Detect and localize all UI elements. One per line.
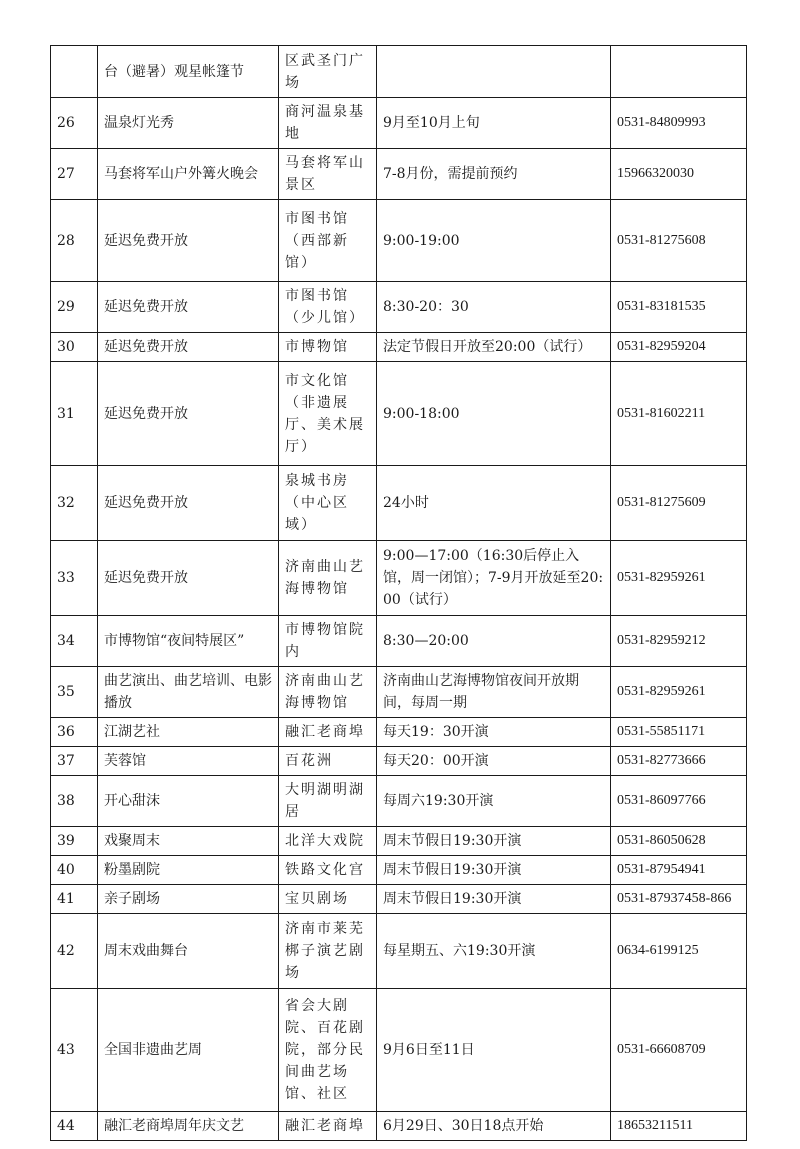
venue: 大明湖明湖居	[279, 776, 377, 827]
phone: 0531-82959204	[611, 333, 747, 362]
time: 周末节假日19:30开演	[377, 885, 611, 914]
row-number: 43	[51, 989, 98, 1112]
row-number: 31	[51, 362, 98, 466]
activity-name: 延迟免费开放	[98, 200, 279, 282]
row-number: 34	[51, 616, 98, 667]
activity-name: 曲艺演出、曲艺培训、电影播放	[98, 667, 279, 718]
activity-name: 延迟免费开放	[98, 541, 279, 616]
phone: 0531-81275608	[611, 200, 747, 282]
venue: 马套将军山景区	[279, 149, 377, 200]
table-row	[51, 46, 747, 98]
phone	[611, 46, 747, 98]
table-row	[51, 98, 747, 149]
activity-name: 粉墨剧院	[98, 856, 279, 885]
row-number	[51, 46, 98, 98]
time: 9月6日至11日	[377, 989, 611, 1112]
phone: 15966320030	[611, 149, 747, 200]
activity-name: 融汇老商埠周年庆文艺	[98, 1112, 279, 1141]
time: 每天19：30开演	[377, 718, 611, 747]
phone: 0531-87937458-866	[611, 885, 747, 914]
table-row	[51, 282, 747, 333]
activity-name: 台（避暑）观星帐篷节	[98, 46, 279, 98]
venue: 融汇老商埠	[279, 718, 377, 747]
activity-name: 江湖艺社	[98, 718, 279, 747]
phone: 0634-6199125	[611, 914, 747, 989]
table-row	[51, 333, 747, 362]
venue: 济南曲山艺海博物馆	[279, 667, 377, 718]
phone: 0531-82959261	[611, 541, 747, 616]
activity-name: 市博物馆“夜间特展区”	[98, 616, 279, 667]
venue: 百花洲	[279, 747, 377, 776]
row-number: 44	[51, 1112, 98, 1141]
phone: 0531-81275609	[611, 466, 747, 541]
phone: 0531-84809993	[611, 98, 747, 149]
venue: 泉城书房（中心区域）	[279, 466, 377, 541]
activity-name: 延迟免费开放	[98, 333, 279, 362]
time: 6月29日、30日18点开始	[377, 1112, 611, 1141]
row-number: 36	[51, 718, 98, 747]
phone: 0531-86050628	[611, 827, 747, 856]
row-number: 33	[51, 541, 98, 616]
table-body	[51, 46, 747, 1141]
venue: 融汇老商埠	[279, 1112, 377, 1141]
table-row	[51, 616, 747, 667]
time: 8:30-20：30	[377, 282, 611, 333]
activity-schedule-table	[50, 45, 747, 1141]
table-row	[51, 885, 747, 914]
table-row	[51, 149, 747, 200]
venue: 区武圣门广场	[279, 46, 377, 98]
venue: 济南曲山艺海博物馆	[279, 541, 377, 616]
time: 9月至10月上旬	[377, 98, 611, 149]
table-row	[51, 541, 747, 616]
venue: 北洋大戏院	[279, 827, 377, 856]
phone: 0531-66608709	[611, 989, 747, 1112]
table-row	[51, 856, 747, 885]
phone: 0531-82773666	[611, 747, 747, 776]
time: 每星期五、六19:30开演	[377, 914, 611, 989]
time: 9:00—17:00（16:30后停止入馆，周一闭馆）；7-9月开放延至20:00（试行）	[377, 541, 611, 616]
row-number: 41	[51, 885, 98, 914]
row-number: 27	[51, 149, 98, 200]
row-number: 30	[51, 333, 98, 362]
venue: 市图书馆（西部新馆）	[279, 200, 377, 282]
time: 24小时	[377, 466, 611, 541]
activity-name: 芙蓉馆	[98, 747, 279, 776]
activity-name: 延迟免费开放	[98, 282, 279, 333]
table-row	[51, 827, 747, 856]
time: 8:30—20:00	[377, 616, 611, 667]
venue: 市博物馆	[279, 333, 377, 362]
venue: 济南市莱芜梆子演艺剧场	[279, 914, 377, 989]
row-number: 39	[51, 827, 98, 856]
activity-name: 戏聚周末	[98, 827, 279, 856]
venue: 市图书馆（少儿馆）	[279, 282, 377, 333]
time: 法定节假日开放至20:00（试行）	[377, 333, 611, 362]
row-number: 35	[51, 667, 98, 718]
time: 周末节假日19:30开演	[377, 827, 611, 856]
phone: 0531-86097766	[611, 776, 747, 827]
table-row	[51, 200, 747, 282]
row-number: 40	[51, 856, 98, 885]
row-number: 37	[51, 747, 98, 776]
phone: 0531-83181535	[611, 282, 747, 333]
venue: 宝贝剧场	[279, 885, 377, 914]
phone: 0531-81602211	[611, 362, 747, 466]
activity-name: 全国非遗曲艺周	[98, 989, 279, 1112]
row-number: 29	[51, 282, 98, 333]
time: 济南曲山艺海博物馆夜间开放期间，每周一期	[377, 667, 611, 718]
activity-name: 延迟免费开放	[98, 466, 279, 541]
table-row	[51, 989, 747, 1112]
time: 周末节假日19:30开演	[377, 856, 611, 885]
table-row	[51, 667, 747, 718]
phone: 18653211511	[611, 1112, 747, 1141]
activity-name: 温泉灯光秀	[98, 98, 279, 149]
venue: 铁路文化宫	[279, 856, 377, 885]
row-number: 38	[51, 776, 98, 827]
phone: 0531-55851171	[611, 718, 747, 747]
phone: 0531-82959212	[611, 616, 747, 667]
table-row	[51, 718, 747, 747]
time: 7-8月份，需提前预约	[377, 149, 611, 200]
row-number: 28	[51, 200, 98, 282]
table-row	[51, 776, 747, 827]
table-row	[51, 1112, 747, 1141]
row-number: 26	[51, 98, 98, 149]
time	[377, 46, 611, 98]
venue: 市博物馆院内	[279, 616, 377, 667]
activity-name: 亲子剧场	[98, 885, 279, 914]
activity-name: 延迟免费开放	[98, 362, 279, 466]
activity-name: 马套将军山户外篝火晚会	[98, 149, 279, 200]
venue: 市文化馆（非遗展厅、美术展厅）	[279, 362, 377, 466]
venue: 省会大剧院、百花剧院，部分民间曲艺场馆、社区	[279, 989, 377, 1112]
time: 9:00-18:00	[377, 362, 611, 466]
phone: 0531-82959261	[611, 667, 747, 718]
venue: 商河温泉基地	[279, 98, 377, 149]
time: 9:00-19:00	[377, 200, 611, 282]
phone: 0531-87954941	[611, 856, 747, 885]
table-row	[51, 466, 747, 541]
table-row	[51, 747, 747, 776]
table-row	[51, 362, 747, 466]
table-row	[51, 914, 747, 989]
time: 每天20：00开演	[377, 747, 611, 776]
row-number: 32	[51, 466, 98, 541]
time: 每周六19:30开演	[377, 776, 611, 827]
activity-name: 开心甜沫	[98, 776, 279, 827]
activity-name: 周末戏曲舞台	[98, 914, 279, 989]
row-number: 42	[51, 914, 98, 989]
